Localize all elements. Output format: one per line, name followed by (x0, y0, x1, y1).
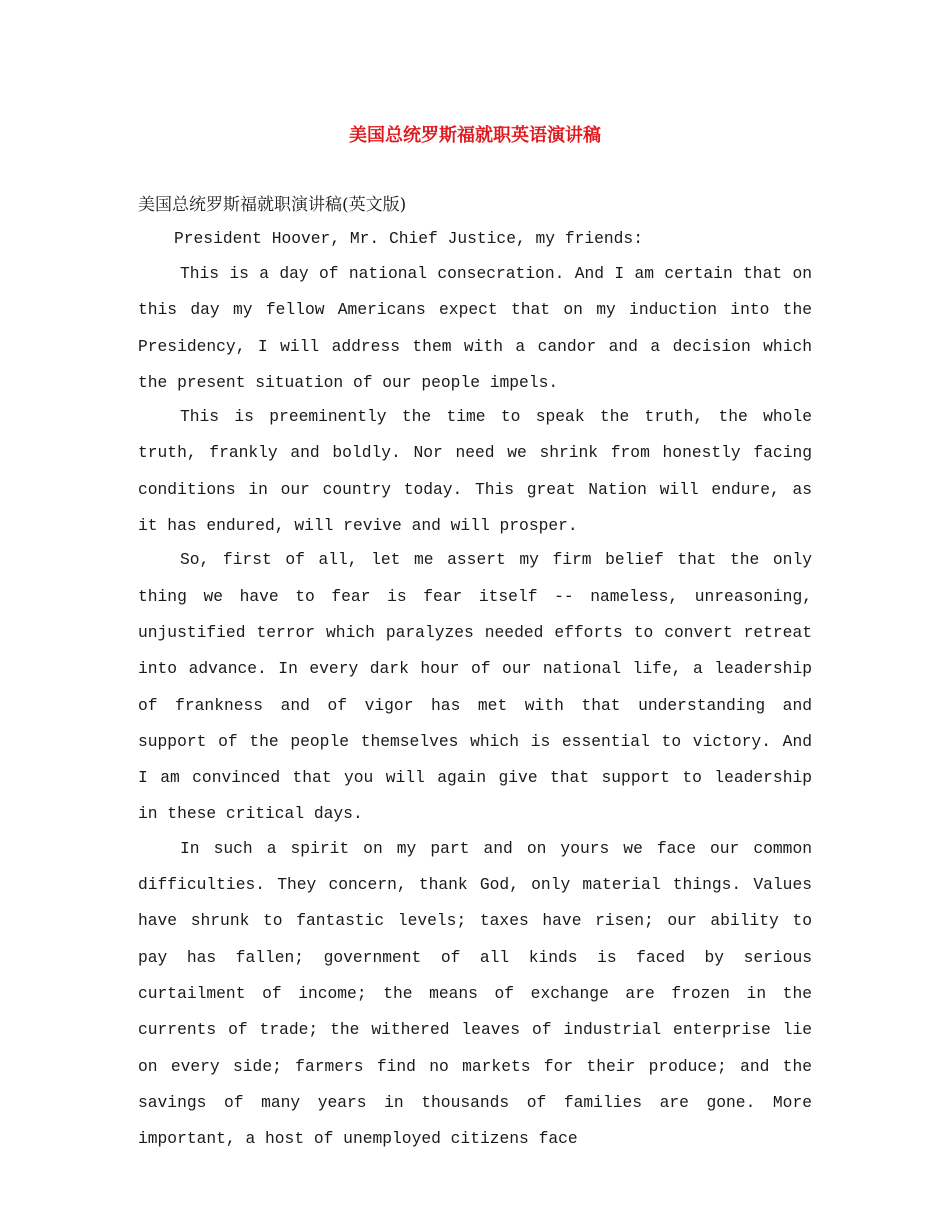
document-subtitle: 美国总统罗斯福就职演讲稿(英文版) (138, 195, 407, 215)
document-body (138, 190, 812, 1155)
salutation: President Hoover, Mr. Chief Justice, my friends: (174, 229, 643, 248)
paragraph-4: In such a spirit on my part and on yours we face our common difficulties. They concern, thank God, only material things. Values have shrunk to fantastic levels; taxes have risen; our ability to pay has fallen; government of all kinds is faced by serious curtailment of income; the means of exchange are frozen in the currents of trade; the withered leaves of industrial enterprise lie on every side; farmers find no markets for their produce; and the savings of many years in thousands of families are gone. More important, a host of unemployed citizens face (138, 838, 812, 1149)
paragraph-1: This is a day of national consecration. And I am certain that on this day my fellow Americans expect that on my induction into the Presidency, I will address them with a candor and a decision which the present situation of our people impels. (138, 264, 812, 392)
paragraph-3: So, first of all, let me assert my firm belief that the only thing we have to fear is fear itself -- nameless, unreasoning, unjustified terror which paralyzes needed efforts to convert retreat into advance. In every dark hour of our national life, a leadership of frankness and of vigor has met with that understanding and support of the people themselves which is essential to victory. And I am convinced that you will again give that support to leadership in these critical days. (138, 550, 812, 824)
paragraph-2: This is preeminently the time to speak the truth, the whole truth, frankly and boldly. Nor need we shrink from honestly facing conditions in our country today. This great Nation will endure, as it has endured, will revive and will prosper. (138, 407, 812, 536)
document-title: 美国总统罗斯福就职英语演讲稿 (349, 125, 601, 146)
